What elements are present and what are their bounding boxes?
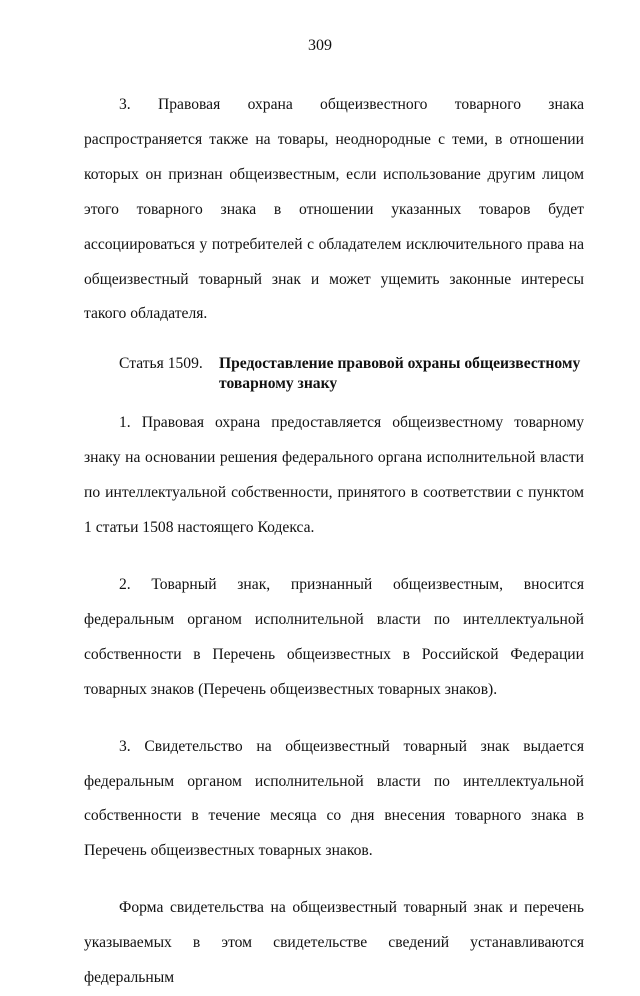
document-body [84,88,584,996]
paragraph-form-certificate: Форма свидетельства на общеизвестный товарный знак и перечень указываемых в этом свидетельстве сведений устанавливаются федеральным [84,899,584,987]
article-number: Статья 1509. [119,355,203,373]
paragraph-article-1508-point-3: 3. Правовая охрана общеизвестного товарного знака распространяется также на товары, неоднородные с теми, в отношении которых он признан общеизвестным, если использование другим лицом этого товарного знака в отношении указанных товаров будет ассоциироваться у потребителей с обладателем исключительного права на общеизвестный товарный знак и может ущемить законные интересы такого обладателя. [84,96,584,323]
article-heading [84,354,584,394]
paragraph-point-2: 2. Товарный знак, признанный общеизвестным, вносится федеральным органом исполнительной власти по интеллектуальной собственности в Перечень общеизвестных в Российской Федерации товарных знаков (Перечень общеизвестных товарных знаков). [84,575,584,698]
paragraph-point-1: 1. Правовая охрана предоставляется общеизвестному товарному знаку на основании решения федерального органа исполнительной власти по интеллектуальной собственности, принятого в соответствии с пунктом 1 статьи 1508 настоящего Кодекса. [84,414,584,537]
page-number: 309 [308,37,332,54]
article-title: Предоставление правовой охраны общеизвестному товарному знаку [219,355,581,393]
paragraph-point-3: 3. Свидетельство на общеизвестный товарный знак выдается федеральным органом исполнительной власти по интеллектуальной собственности в течение месяца со дня внесения товарного знака в Перечень общеизвестных товарных знаков. [84,737,584,860]
